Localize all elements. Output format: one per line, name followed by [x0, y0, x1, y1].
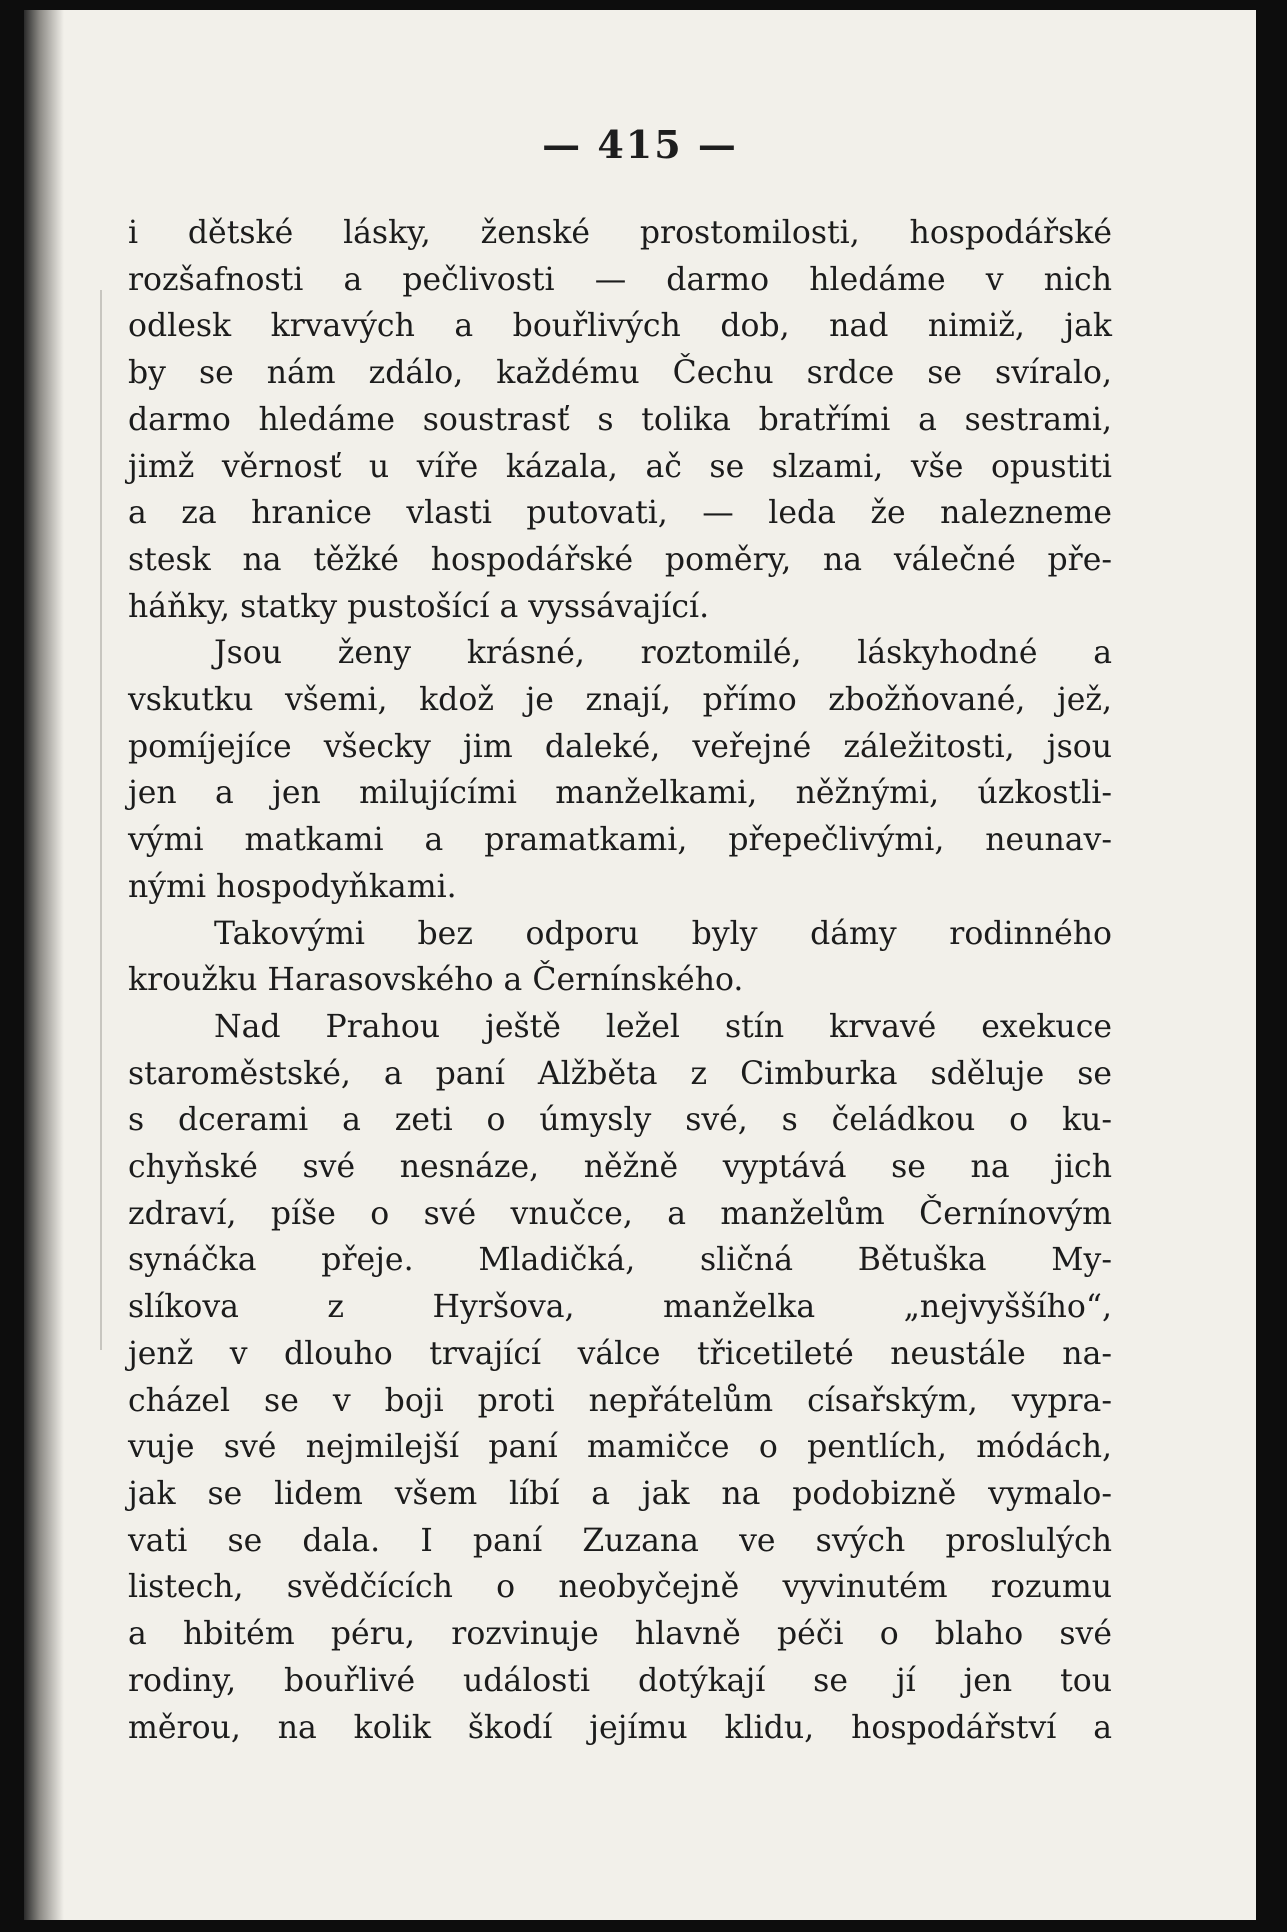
text-line: by se nám zdálo, každému Čechu srdce se svíralo,	[128, 355, 1112, 392]
text-line: pomíjejíce všecky jim daleké, veřejné záležitosti, jsou	[128, 728, 1112, 765]
text-line: listech, svědčících o neobyčejně vyvinutém rozumu	[128, 1569, 1112, 1606]
text-line: slíkova z Hyršova, manželka „nejvyššího“,	[128, 1289, 1112, 1326]
text-line: a za hranice vlasti putovati, — leda že nalezneme	[128, 495, 1112, 532]
text-line: Jsou ženy krásné, roztomilé, láskyhodné a	[214, 635, 1112, 672]
text-line: měrou, na kolik škodí jejímu klidu, hospodářství a	[128, 1709, 1112, 1746]
text-line: jenž v dlouho trvající válce třicetileté neustále na-	[128, 1335, 1112, 1372]
text-line: rodiny, bouřlivé události dotýkají se jí jen tou	[128, 1662, 1112, 1699]
text-line: i dětské lásky, ženské prostomilosti, hospodářské	[128, 215, 1112, 251]
text-line: odlesk krvavých a bouřlivých dob, nad nimiž, jak	[128, 308, 1112, 345]
margin-rule	[100, 290, 102, 1350]
page-number: — 415 —	[542, 122, 738, 167]
text-line: synáčka přeje. Mladičká, sličná Bětuška My-	[128, 1242, 1112, 1279]
text-line: vskutku všemi, kdož je znají, přímo zbožňované, jež,	[128, 682, 1112, 719]
text-line: kroužku Harasovského a Černínského.	[128, 962, 744, 999]
text-line: jak se lidem všem líbí a jak na podobizně vymalo-	[128, 1475, 1112, 1512]
text-line: cházel se v boji proti nepřátelům císařským, vypra-	[128, 1382, 1112, 1419]
binding-shadow	[24, 10, 64, 1920]
text-line: Nad Prahou ještě ležel stín krvavé exekuce	[214, 1008, 1112, 1045]
text-line: zdraví, píše o své vnučce, a manželům Černínovým	[128, 1195, 1112, 1232]
text-line: s dcerami a zeti o úmysly své, s čeládkou o ku-	[128, 1102, 1112, 1139]
text-line: vými matkami a pramatkami, přepečlivými, neunav-	[128, 822, 1112, 859]
text-line: stesk na těžké hospodářské poměry, na válečné pře-	[128, 541, 1112, 578]
body-text	[128, 210, 1112, 1751]
text-line: jen a jen milujícími manželkami, něžnými, úzkostli-	[128, 775, 1112, 812]
book-page	[24, 10, 1256, 1920]
text-line: a hbitém péru, rozvinuje hlavně péči o blaho své	[128, 1616, 1112, 1653]
text-line: nými hospodyňkami.	[128, 868, 457, 905]
text-line: rozšafnosti a pečlivosti — darmo hledáme v nich	[128, 261, 1112, 298]
text-line: háňky, statky pustošící a vyssávající.	[128, 588, 710, 625]
text-line: darmo hledáme soustrasť s tolika bratřími a sestrami,	[128, 401, 1112, 438]
text-line: staroměstské, a paní Alžběta z Cimburka sděluje se	[128, 1055, 1112, 1092]
text-line: jimž věrnosť u víře kázala, ač se slzami, vše opustiti	[128, 448, 1112, 485]
text-line: vati se dala. I paní Zuzana ve svých proslulých	[128, 1522, 1112, 1559]
text-line: vuje své nejmilejší paní mamičce o pentlích, módách,	[128, 1429, 1112, 1466]
text-line: chyňské své nesnáze, něžně vyptává se na jich	[128, 1149, 1112, 1186]
text-line: Takovými bez odporu byly dámy rodinného	[214, 915, 1112, 952]
